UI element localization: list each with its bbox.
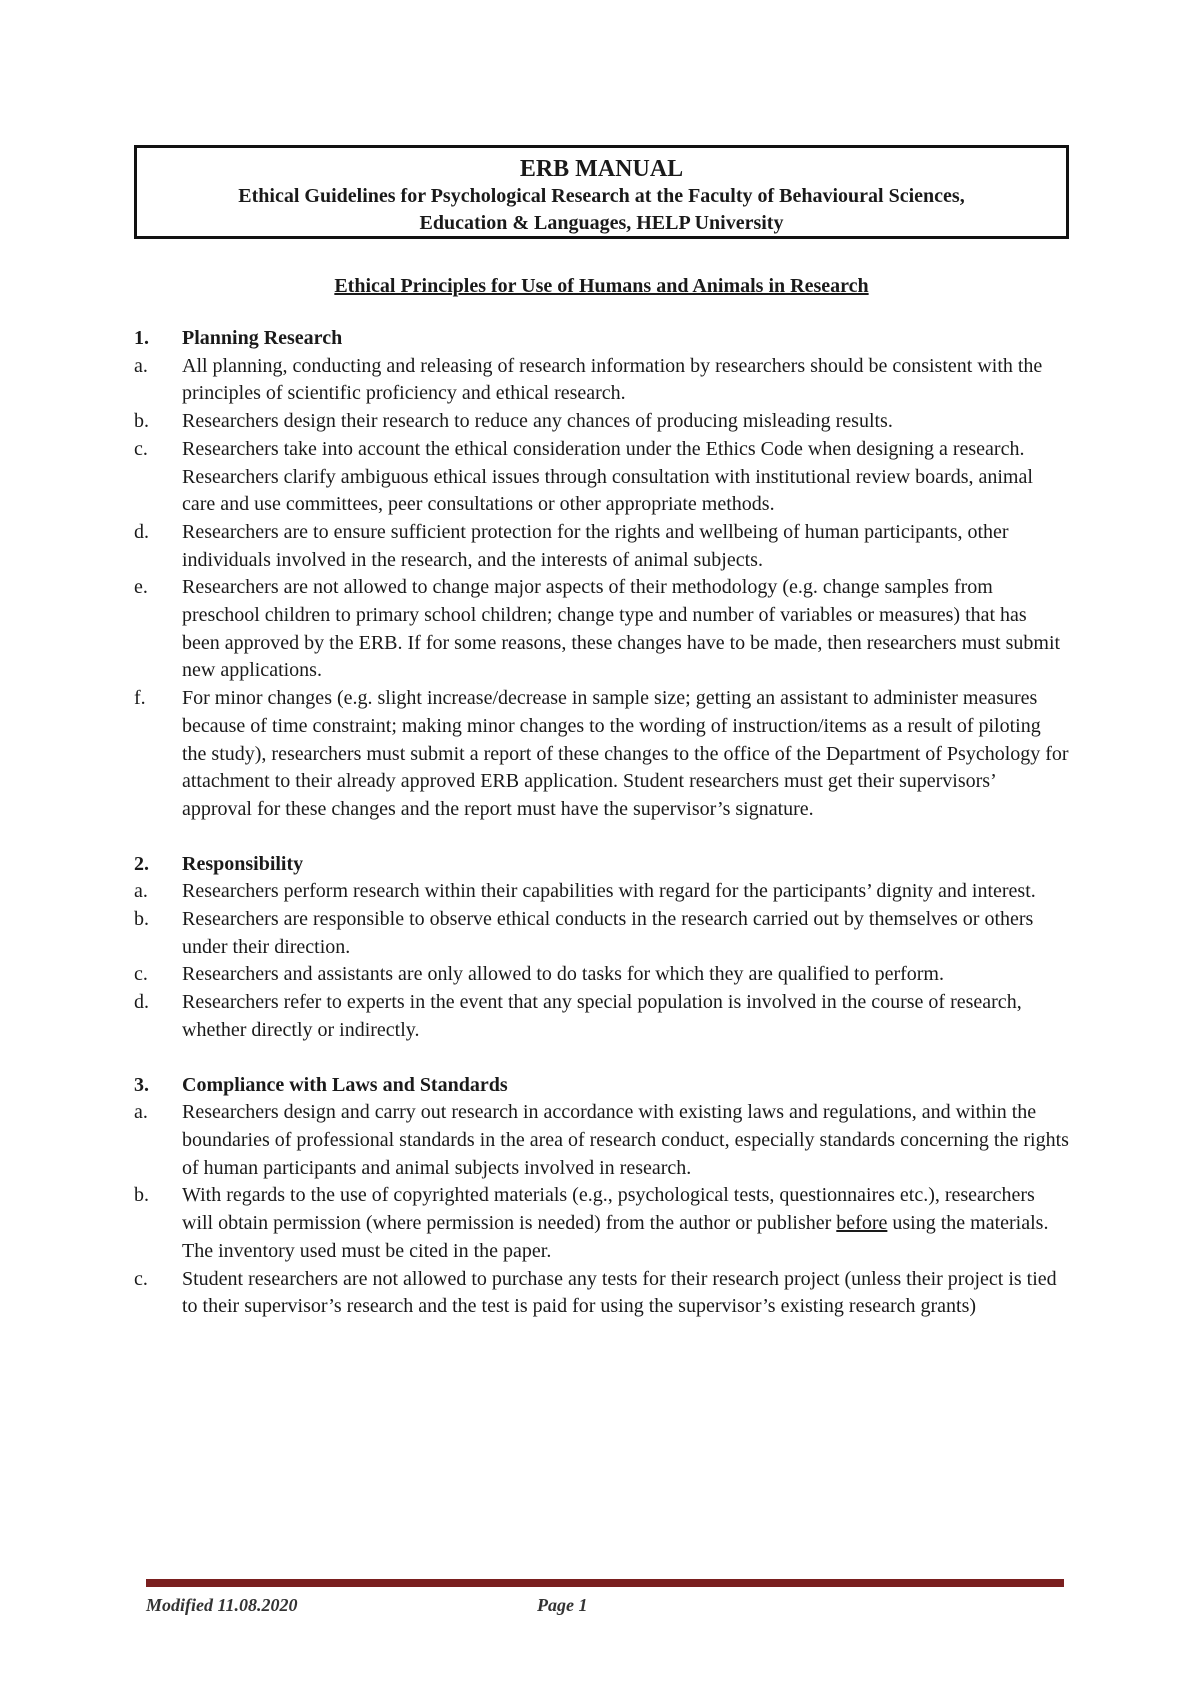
list-item bbox=[134, 408, 1069, 436]
section-compliance bbox=[134, 1072, 1069, 1321]
document-subtitle-line1: Ethical Guidelines for Psychological Research at the Faculty of Behavioural Sciences, bbox=[238, 185, 965, 207]
item-text: Researchers design their research to reduce any chances of producing misleading results. bbox=[182, 410, 893, 433]
item-text: Researchers design and carry out research in accordance with existing laws and regulations, and within the boundaries of professional standards in the area of research conduct, especially standards concerning the rights of human participants and animal subjects involved in research. bbox=[182, 1101, 1069, 1179]
list-item bbox=[134, 353, 1069, 408]
section-number: 3. bbox=[134, 1073, 149, 1096]
list-item bbox=[134, 1099, 1069, 1182]
section-number: 2. bbox=[134, 852, 149, 875]
list-item bbox=[134, 436, 1069, 519]
item-text: Researchers take into account the ethical consideration under the Ethics Code when designing a research. Researchers clarify ambiguous ethical issues through consultation with institutional review boards, animal care and use committees, peer consultations or other appropriate methods. bbox=[182, 437, 1033, 516]
section-heading bbox=[134, 1072, 1069, 1100]
item-letter: d. bbox=[134, 991, 149, 1014]
item-letter: c. bbox=[134, 437, 148, 460]
section-title: Responsibility bbox=[182, 852, 304, 875]
item-letter: c. bbox=[134, 1267, 148, 1290]
item-text: Researchers and assistants are only allowed to do tasks for which they are qualified to perform. bbox=[182, 963, 944, 986]
item-text-part: using the materials. The inventory used must be cited in the paper. bbox=[182, 1212, 1049, 1262]
item-letter: b. bbox=[134, 410, 149, 433]
section-title: Planning Research bbox=[182, 327, 343, 349]
section-responsibility bbox=[134, 851, 1069, 1045]
document-body bbox=[134, 325, 1069, 1348]
document-subtitle-line2: Education & Languages, HELP University bbox=[419, 212, 784, 234]
footer-page-number: Page 1 bbox=[537, 1595, 588, 1615]
item-letter: d. bbox=[134, 520, 149, 543]
item-letter: a. bbox=[134, 880, 148, 903]
list-item bbox=[134, 878, 1069, 906]
section-title: Compliance with Laws and Standards bbox=[182, 1073, 508, 1096]
item-text bbox=[182, 1182, 1069, 1265]
item-letter: b. bbox=[134, 908, 149, 931]
footer-modified-date: Modified 11.08.2020 bbox=[146, 1595, 298, 1615]
item-text: Student researchers are not allowed to purchase any tests for their research project (unless their project is tied to their supervisor’s research and the test is paid for using the supervisor’s existing research grants) bbox=[182, 1267, 1057, 1318]
list-item bbox=[134, 1182, 1069, 1265]
item-letter: f. bbox=[134, 687, 146, 710]
list-item bbox=[134, 519, 1069, 574]
list-item bbox=[134, 574, 1069, 685]
item-text: For minor changes (e.g. slight increase/decrease in sample size; getting an assistant to administer measures because of time constraint; making minor changes to the wording of instruction/items as a result of piloting the study), researchers must submit a report of these changes to the office of the Department of Psychology for attachment to their already approved ERB application. Student researchers must get their supervisors’ approval for these changes and the report must have the supervisor’s signature. bbox=[182, 687, 1069, 820]
item-text: All planning, conducting and releasing of research information by researchers should be consistent with the principles of scientific proficiency and ethical research. bbox=[182, 354, 1043, 405]
section-planning-research bbox=[134, 325, 1069, 824]
item-letter: e. bbox=[134, 576, 148, 599]
item-text: Researchers refer to experts in the event that any special population is involved in the course of research, whether directly or indirectly. bbox=[182, 991, 1022, 1041]
item-text: Researchers are responsible to observe ethical conducts in the research carried out by themselves or others under their direction. bbox=[182, 908, 1034, 958]
list-item bbox=[134, 685, 1069, 824]
item-text-part: With regards to the use of copyrighted materials (e.g., psychological tests, questionnaires etc.), researchers will obtain permission (where permission is needed) from the author or publisher bbox=[182, 1184, 1035, 1235]
list-item bbox=[134, 989, 1069, 1044]
list-item bbox=[134, 906, 1069, 961]
item-letter: b. bbox=[134, 1184, 149, 1207]
document-title: ERB MANUAL bbox=[519, 156, 684, 182]
item-text: Researchers are not allowed to change major aspects of their methodology (e.g. change samples from preschool children to primary school children; change type and number of variables or measures) that has been approved by the ERB. If for some reasons, these changes have to be made, then researchers must submit new applications. bbox=[182, 576, 1061, 682]
footer-rule bbox=[146, 1579, 1064, 1587]
section-heading bbox=[134, 325, 1069, 353]
list-item bbox=[134, 961, 1069, 989]
list-item bbox=[134, 1266, 1069, 1321]
title-box bbox=[134, 145, 1069, 239]
item-letter: c. bbox=[134, 963, 148, 986]
item-text: Researchers are to ensure sufficient protection for the rights and wellbeing of human participants, other individuals involved in the research, and the interests of animal subjects. bbox=[182, 520, 1009, 571]
item-text: Researchers perform research within their capabilities with regard for the participants’ dignity and interest. bbox=[182, 880, 1036, 903]
section-heading bbox=[134, 851, 1069, 879]
underlined-word: before bbox=[836, 1212, 888, 1235]
item-letter: a. bbox=[134, 1101, 148, 1124]
item-letter: a. bbox=[134, 354, 148, 377]
principles-heading: Ethical Principles for Use of Humans and Animals in Research bbox=[334, 275, 869, 297]
section-number: 1. bbox=[134, 327, 149, 349]
